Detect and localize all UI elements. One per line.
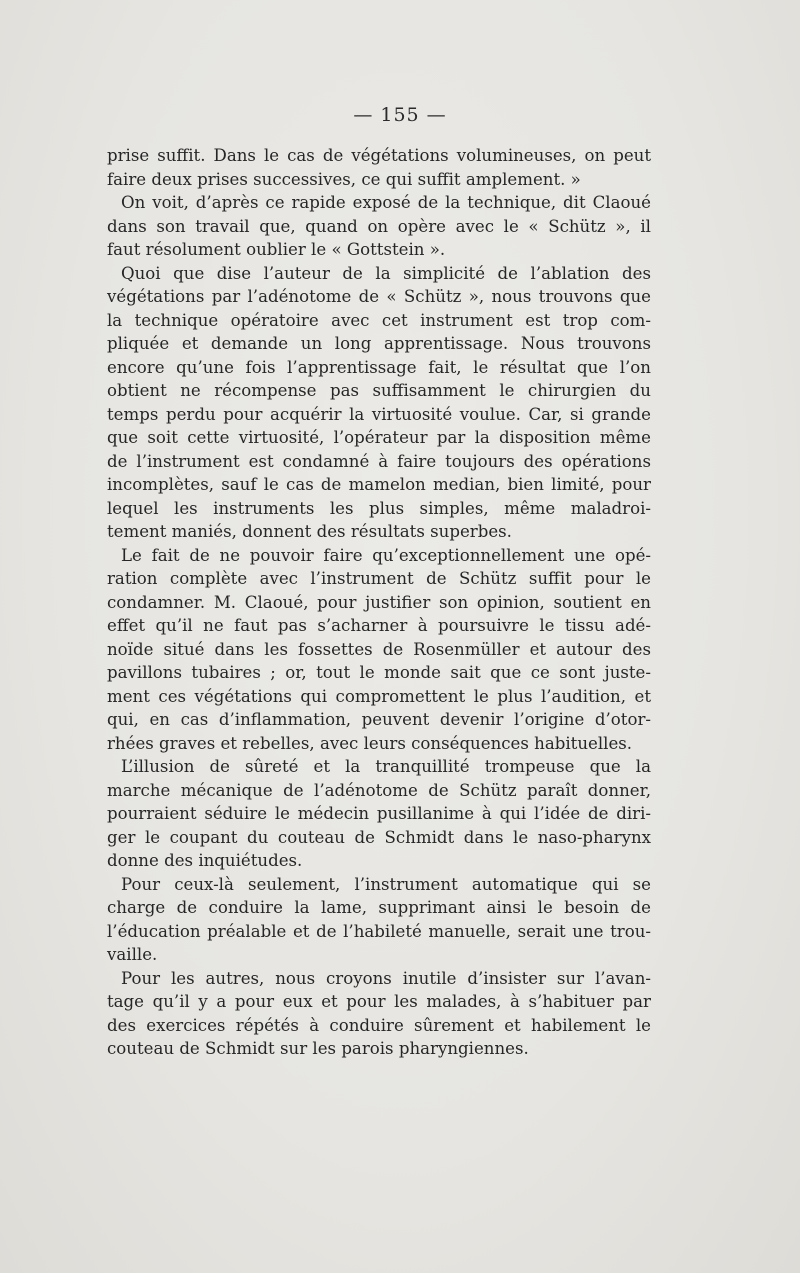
text-line: marche mécanique de l’adénotome de Schütz paraît donner,	[107, 780, 651, 800]
text-line: incomplètes, sauf le cas de mamelon median, bien limité, pour	[107, 475, 651, 494]
text-line: Pour ceux-là seulement, l’instrument automatique qui se	[121, 874, 651, 894]
text-line: que soit cette virtuosité, l’opérateur par la disposition même	[107, 428, 651, 447]
text-line: Quoi que dise l’auteur de la simplicité de l’ablation des	[121, 263, 651, 283]
text-line: de l’instrument est condamné à faire toujours des opérations	[107, 451, 651, 471]
text-line: obtient ne récompense pas suffisamment le chirurgien du	[107, 381, 651, 400]
text-line: lequel les instruments les plus simples, même maladroi-	[107, 498, 651, 518]
text-line: qui, en cas d’inflammation, peuvent devenir l’origine d’otor-	[107, 710, 651, 729]
text-line: faut résolument oublier le « Gottstein ».	[107, 240, 446, 259]
text-line: L’illusion de sûreté et la tranquillité trompeuse que la	[121, 757, 651, 776]
text-line: faire deux prises successives, ce qui suffit amplement. »	[107, 169, 581, 189]
text-line: ment ces végétations qui compromettent le plus l’audition, et	[107, 686, 651, 706]
text-line: tement maniés, donnent des résultats superbes.	[107, 522, 512, 541]
page-number: — 155 —	[353, 104, 447, 126]
text-line: la technique opératoire avec cet instrument est trop com-	[107, 310, 651, 330]
text-line: dans son travail que, quand on opère avec le « Schütz », il	[107, 216, 651, 236]
text-line: charge de conduire la lame, supprimant ainsi le besoin de	[107, 898, 651, 917]
text-line: effet qu’il ne faut pas s’acharner à poursuivre le tissu adé-	[107, 616, 651, 635]
text-line: temps perdu pour acquérir la virtuosité voulue. Car, si grande	[107, 404, 651, 424]
text-line: l’éducation préalable et de l’habileté manuelle, serait une trou-	[107, 921, 651, 941]
text-line: noïde situé dans les fossettes de Rosenmüller et autour des	[107, 639, 651, 659]
text-line: vaille.	[107, 945, 158, 964]
text-line: condamner. M. Claoué, pour justifier son opinion, soutient en	[107, 592, 651, 612]
text-line: végétations par l’adénotome de « Schütz », nous trouvons que	[107, 287, 651, 306]
text-line: tage qu’il y a pour eux et pour les malades, à s’habituer par	[107, 992, 651, 1011]
text-line: couteau de Schmidt sur les parois pharyngiennes.	[107, 1039, 529, 1058]
text-line: rhées graves et rebelles, avec leurs conséquences habituelles.	[107, 733, 633, 753]
text-line: ration complète avec l’instrument de Schütz suffit pour le	[107, 569, 651, 588]
text-line: pavillons tubaires ; or, tout le monde sait que ce sont juste-	[107, 663, 651, 682]
text-line: ger le coupant du couteau de Schmidt dans le naso-pharynx	[107, 827, 651, 847]
text-line: encore qu’une fois l’apprentissage fait, le résultat que l’on	[107, 357, 651, 377]
text-line: prise suffit. Dans le cas de végétations volumineuses, on peut	[107, 146, 651, 165]
text-line: pliquée et demande un long apprentissage. Nous trouvons	[107, 334, 651, 353]
body-text	[107, 144, 651, 1061]
text-line: Pour les autres, nous croyons inutile d’insister sur l’avan-	[121, 968, 651, 988]
text-line: Le fait de ne pouvoir faire qu’exceptionnellement une opé-	[121, 545, 651, 565]
text-line: des exercices répétés à conduire sûrement et habilement le	[107, 1015, 651, 1035]
text-line: donne des inquiétudes.	[107, 851, 303, 870]
text-line: pourraient séduire le médecin pusillanime à qui l’idée de diri-	[107, 804, 651, 823]
text-line: On voit, d’après ce rapide exposé de la technique, dit Claoué	[121, 193, 651, 212]
